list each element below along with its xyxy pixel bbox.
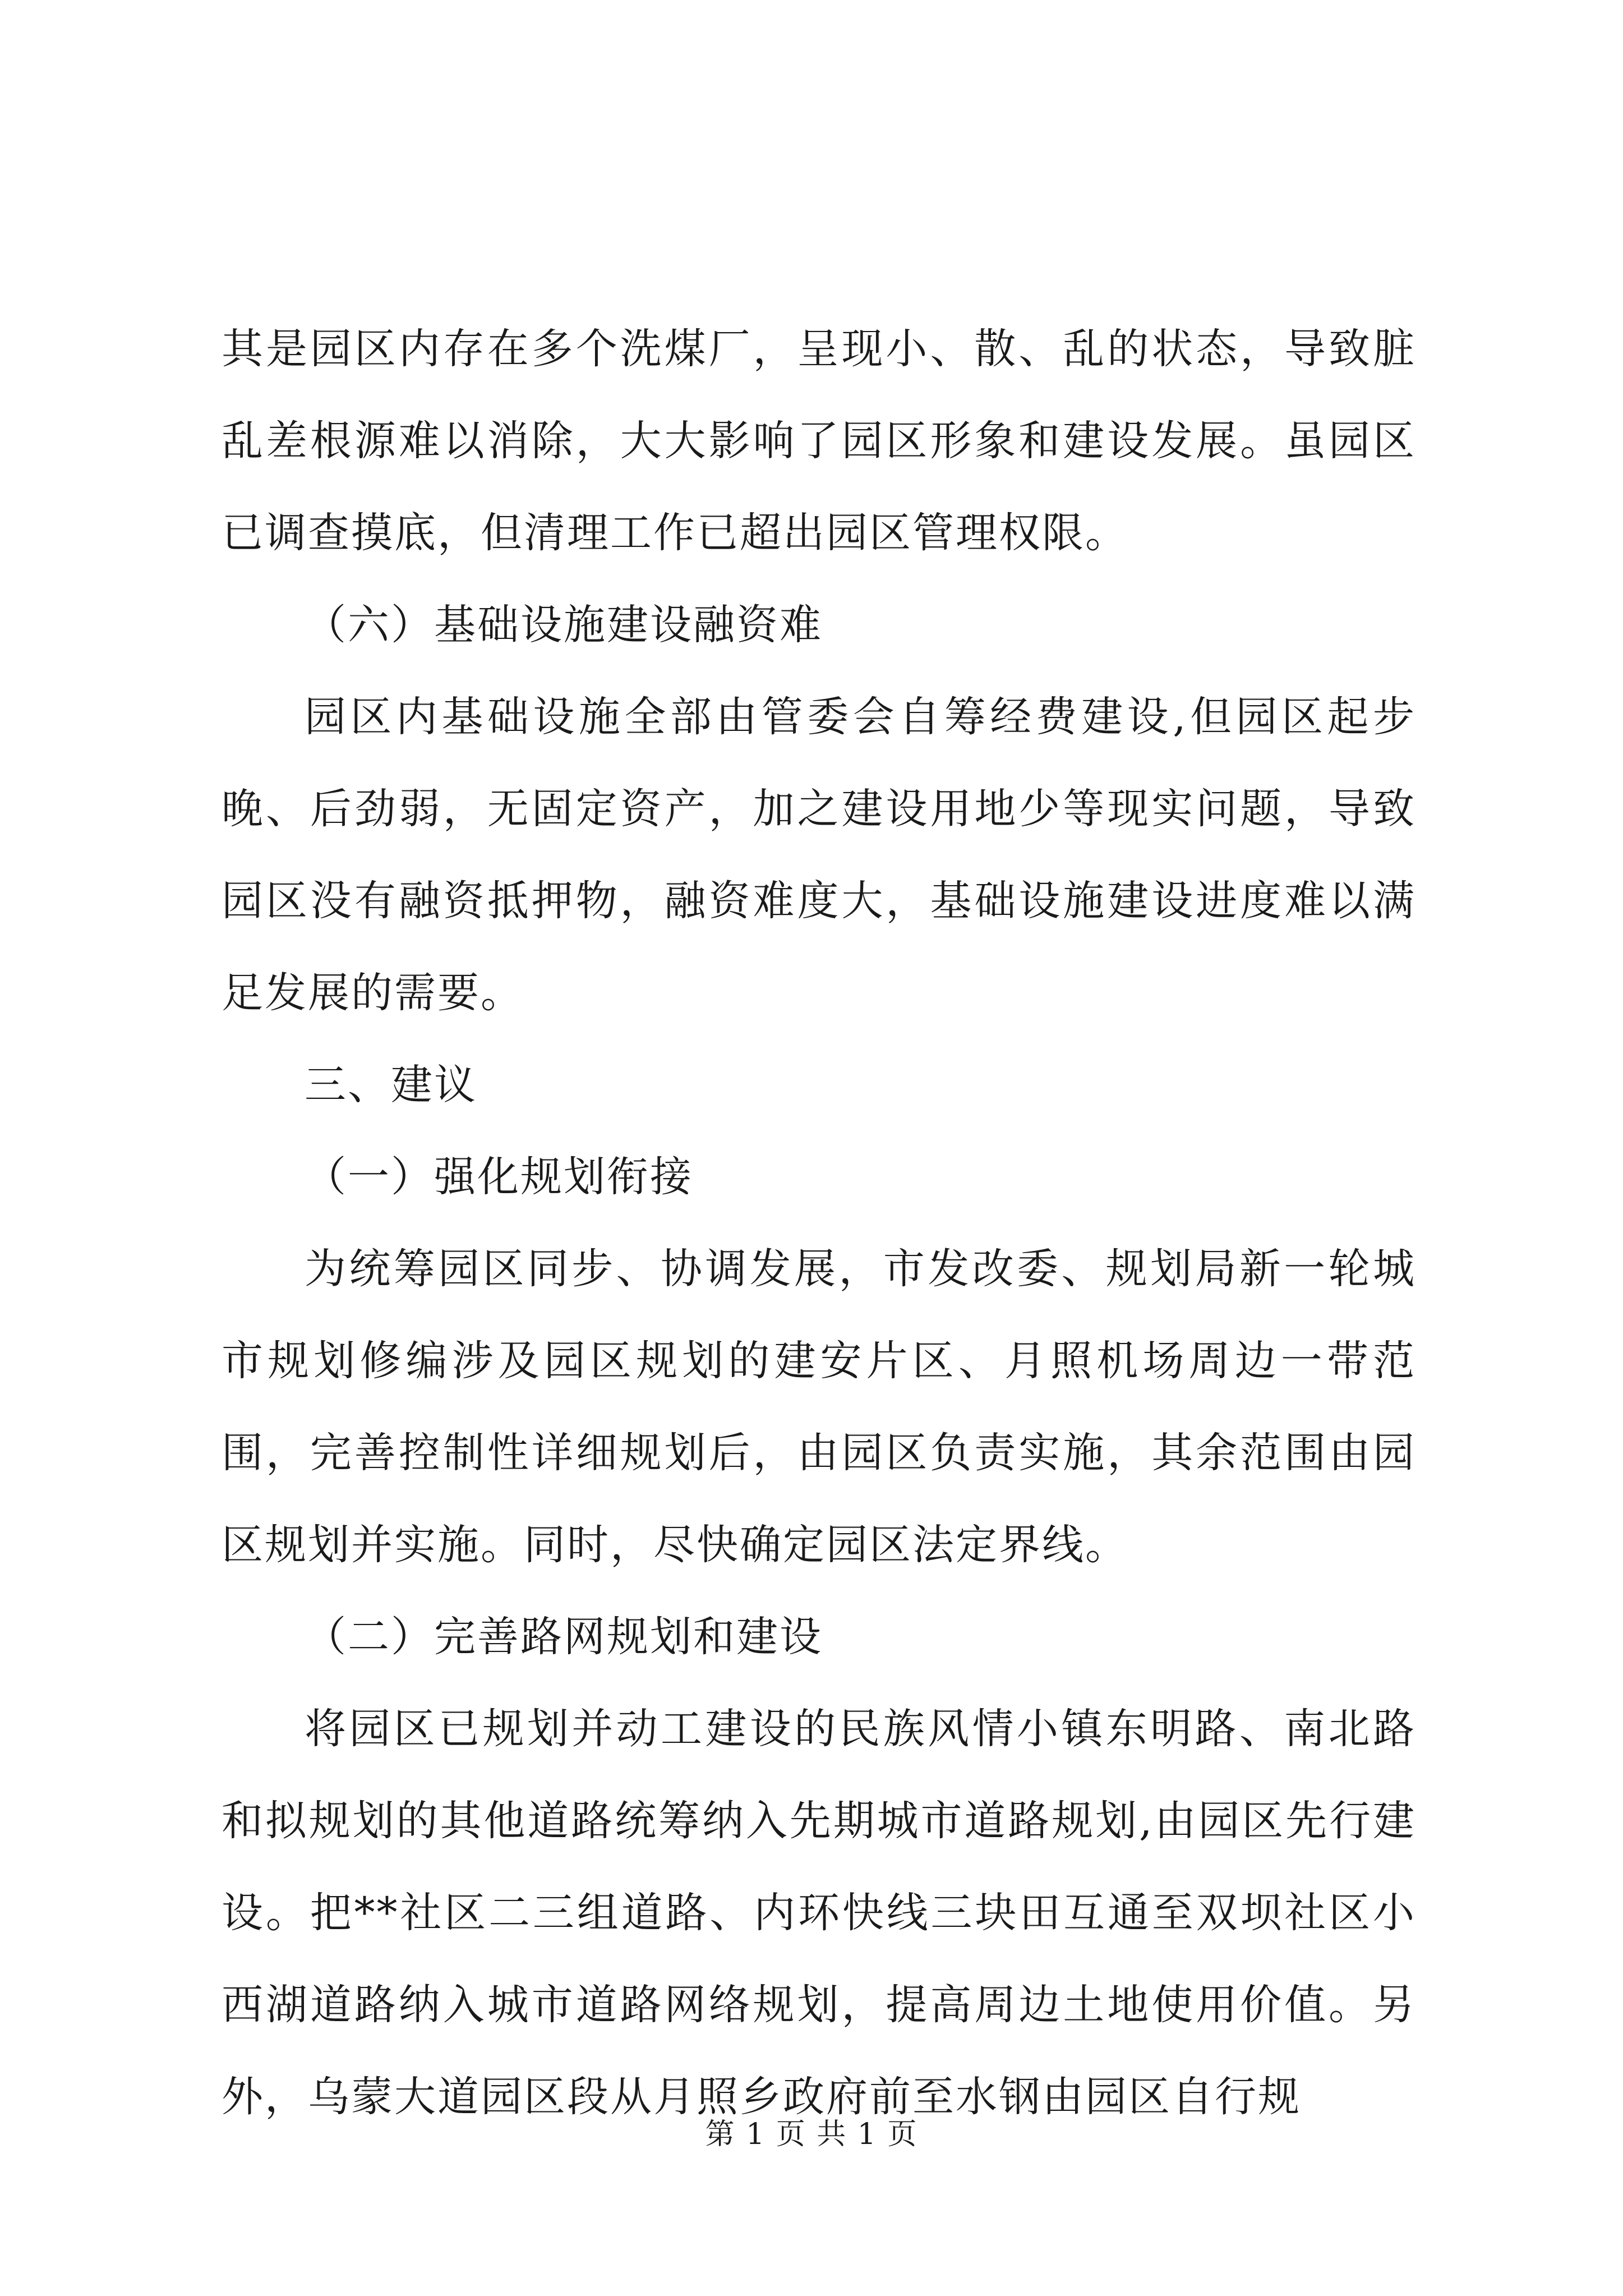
paragraph-road-network: 将园区已规划并动工建设的民族风情小镇东明路、南北路和拟规划的其他道路统筹纳入先期城市道路规划,由园区先行建设。把**社区二三组道路、内环快线三块田互通至双坝社区小西湖道路纳入城市道路网络规划，提高周边土地使用价值。另外，乌蒙大道园区段从月照乡政府前至水钢由园区自行规	[222, 1705, 1416, 2121]
page-number-footer: 第 1 页 共 1 页	[705, 2118, 918, 2151]
paragraph-financing: 园区内基础设施全部由管委会自筹经费建设,但园区起步晚、后劲弱，无固定资产，加之建设用地少等现实问题，导致园区没有融资抵押物，融资难度大，基础设施建设进度难以满足发展的需要。	[222, 693, 1416, 1017]
subheading-financing: （六）基础设施建设融资难	[305, 601, 823, 649]
subheading-planning: （一）强化规划衔接	[305, 1153, 693, 1201]
subheading-road-network: （二）完善路网规划和建设	[305, 1613, 823, 1661]
paragraph-continued: 其是园区内存在多个洗煤厂，呈现小、散、乱的状态，导致脏乱差根源难以消除，大大影响了园区形象和建设发展。虽园区已调查摸底，但清理工作已超出园区管理权限。	[222, 325, 1416, 557]
section-heading-suggestions: 三、建议	[305, 1061, 477, 1109]
document-body	[222, 303, 1416, 2143]
paragraph-planning: 为统筹园区同步、协调发展，市发改委、规划局新一轮城市规划修编涉及园区规划的建安片区、月照机场周边一带范围，完善控制性详细规划后，由园区负责实施，其余范围由园区规划并实施。同时，尽快确定园区法定界线。	[222, 1245, 1416, 1569]
